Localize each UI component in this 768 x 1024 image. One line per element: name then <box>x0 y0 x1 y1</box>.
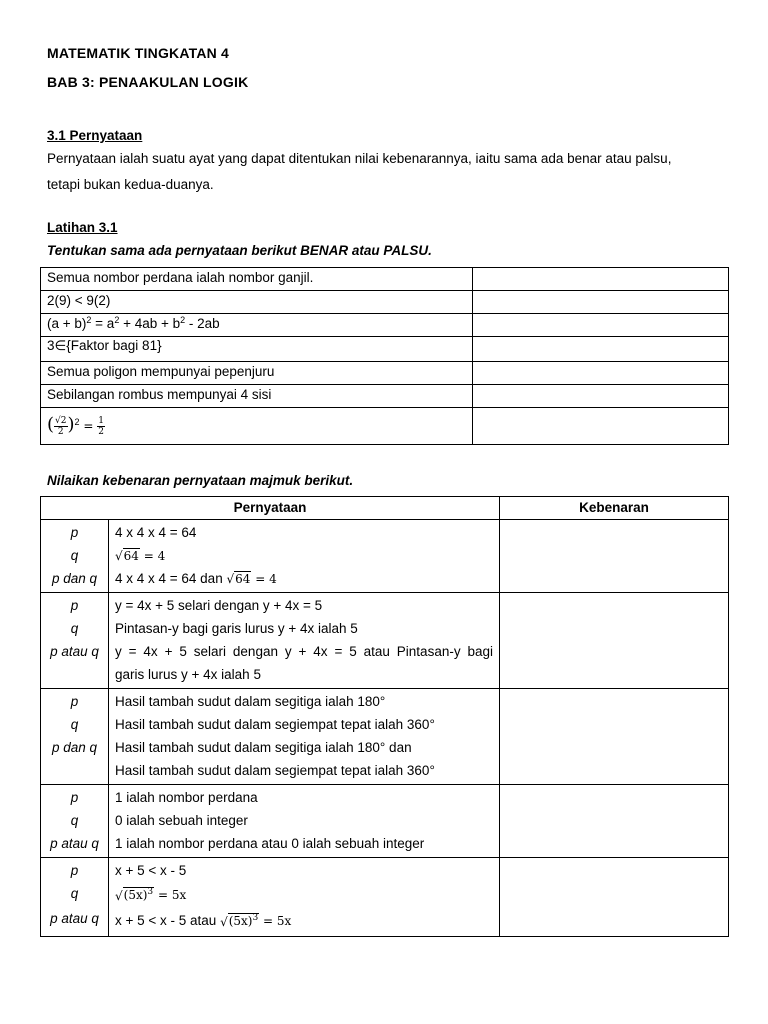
exercise-table <box>40 267 729 445</box>
label: p atau q <box>50 644 99 659</box>
statement-line: Hasil tambah sudut dalam segitiga ialah 180° <box>115 694 386 709</box>
statement-cell: Semua nombor perdana ialah nombor ganjil. <box>41 268 473 291</box>
answer-cell[interactable] <box>473 385 729 408</box>
label: p dan q <box>51 740 98 755</box>
label: q <box>70 813 79 828</box>
statement-line: Hasil tambah sudut dalam segiempat tepat ialah 360° <box>115 717 435 732</box>
exercise-instruction: Tentukan sama ada pernyataan berikut BENAR atau PALSU. <box>47 243 432 258</box>
table-row <box>41 689 729 785</box>
statement-line: 4 x 4 x 4 = 64 <box>115 525 197 540</box>
statement-line: 1 ialah nombor perdana atau 0 ialah sebuah integer <box>115 836 425 851</box>
label: p <box>70 525 79 540</box>
compound-table <box>40 496 729 937</box>
label: p <box>70 598 79 613</box>
answer-cell[interactable] <box>473 291 729 314</box>
label-cell <box>41 785 109 858</box>
statement-line: $√(5x)^3 = 5x$ <box>115 887 187 903</box>
statement-line: x + 5 < x - 5 atau $√(5x)^3 = 5x$ <box>115 913 292 929</box>
table-row <box>41 291 729 314</box>
truth-cell[interactable] <box>500 858 729 937</box>
label: p <box>70 863 79 878</box>
statement-line: garis lurus y + 4x ialah 5 <box>115 667 261 682</box>
answer-cell[interactable] <box>473 408 729 445</box>
label: q <box>70 548 79 563</box>
statement-line: x + 5 < x - 5 <box>115 863 187 878</box>
table-row <box>41 314 729 337</box>
label: p atau q <box>50 911 99 926</box>
label: p atau q <box>50 836 99 851</box>
statement-line: √64 = 4 <box>115 549 166 563</box>
statement-cell: $(a + b)^2 = a^2 + 4ab + b^2 - 2ab$ <box>41 314 473 337</box>
statement-cell <box>109 593 500 689</box>
statement-cell <box>109 858 500 937</box>
statement-cell: 3∈{Faktor bagi 81} <box>41 337 473 362</box>
label-cell <box>41 858 109 937</box>
statement-cell: 2(9) < 9(2) <box>41 291 473 314</box>
header-row <box>41 497 729 520</box>
statement-line: Hasil tambah sudut dalam segiempat tepat ialah 360° <box>115 763 435 778</box>
statement-line: y = 4x + 5 selari dengan y + 4x = 5 atau Pintasan-y bagi <box>115 644 493 659</box>
table-row <box>41 362 729 385</box>
statement-cell: ( $\frac{√2}{2}$ )$^2$ = $\frac{1}{2}$ <box>41 408 473 445</box>
table-row <box>41 385 729 408</box>
statement-line: y = 4x + 5 selari dengan y + 4x = 5 <box>115 598 323 613</box>
label-cell <box>41 689 109 785</box>
answer-cell[interactable] <box>473 337 729 362</box>
statement-line: Pintasan-y bagi garis lurus y + 4x ialah 5 <box>115 621 358 636</box>
statement-cell <box>109 520 500 593</box>
chapter-title: BAB 3: PENAAKULAN LOGIK <box>47 74 249 90</box>
table-row <box>41 337 729 362</box>
truth-cell[interactable] <box>500 593 729 689</box>
statement-cell: Sebilangan rombus mempunyai 4 sisi <box>41 385 473 408</box>
section-heading: 3.1 Pernyataan <box>47 128 143 143</box>
label: p dan q <box>51 571 98 586</box>
label-cell <box>41 520 109 593</box>
truth-cell[interactable] <box>500 689 729 785</box>
statement-cell <box>109 785 500 858</box>
label: q <box>70 717 79 732</box>
statement-line: 4 x 4 x 4 = 64 dan √64 = 4 <box>115 571 277 586</box>
statement-line: 0 ialah sebuah integer <box>115 813 248 828</box>
table-row <box>41 858 729 937</box>
answer-cell[interactable] <box>473 268 729 291</box>
definition-line: tetapi bukan kedua-duanya. <box>47 177 214 192</box>
label: p <box>70 694 79 709</box>
column-header-truth: Kebenaran <box>500 497 729 520</box>
statement-line: 1 ialah nombor perdana <box>115 790 258 805</box>
truth-cell[interactable] <box>500 520 729 593</box>
statement-line: Hasil tambah sudut dalam segitiga ialah 180° dan <box>115 740 412 755</box>
table-row <box>41 268 729 291</box>
definition-line: Pernyataan ialah suatu ayat yang dapat ditentukan nilai kebenarannya, iaitu sama ada benar atau palsu, <box>47 151 672 166</box>
statement-cell: Semua poligon mempunyai pepenjuru <box>41 362 473 385</box>
truth-cell[interactable] <box>500 785 729 858</box>
label: p <box>70 790 79 805</box>
answer-cell[interactable] <box>473 314 729 337</box>
statement-cell <box>109 689 500 785</box>
table-row <box>41 520 729 593</box>
document-title: MATEMATIK TINGKATAN 4 <box>47 45 230 61</box>
label-cell <box>41 593 109 689</box>
label: q <box>70 886 79 901</box>
compound-instruction: Nilaikan kebenaran pernyataan majmuk berikut. <box>47 473 354 488</box>
table-row <box>41 593 729 689</box>
exercise-heading: Latihan 3.1 <box>47 220 118 235</box>
table-row <box>41 785 729 858</box>
definition-paragraph <box>47 146 727 198</box>
column-header-statement: Pernyataan <box>41 497 500 520</box>
table-row <box>41 408 729 445</box>
answer-cell[interactable] <box>473 362 729 385</box>
label: q <box>70 621 79 636</box>
